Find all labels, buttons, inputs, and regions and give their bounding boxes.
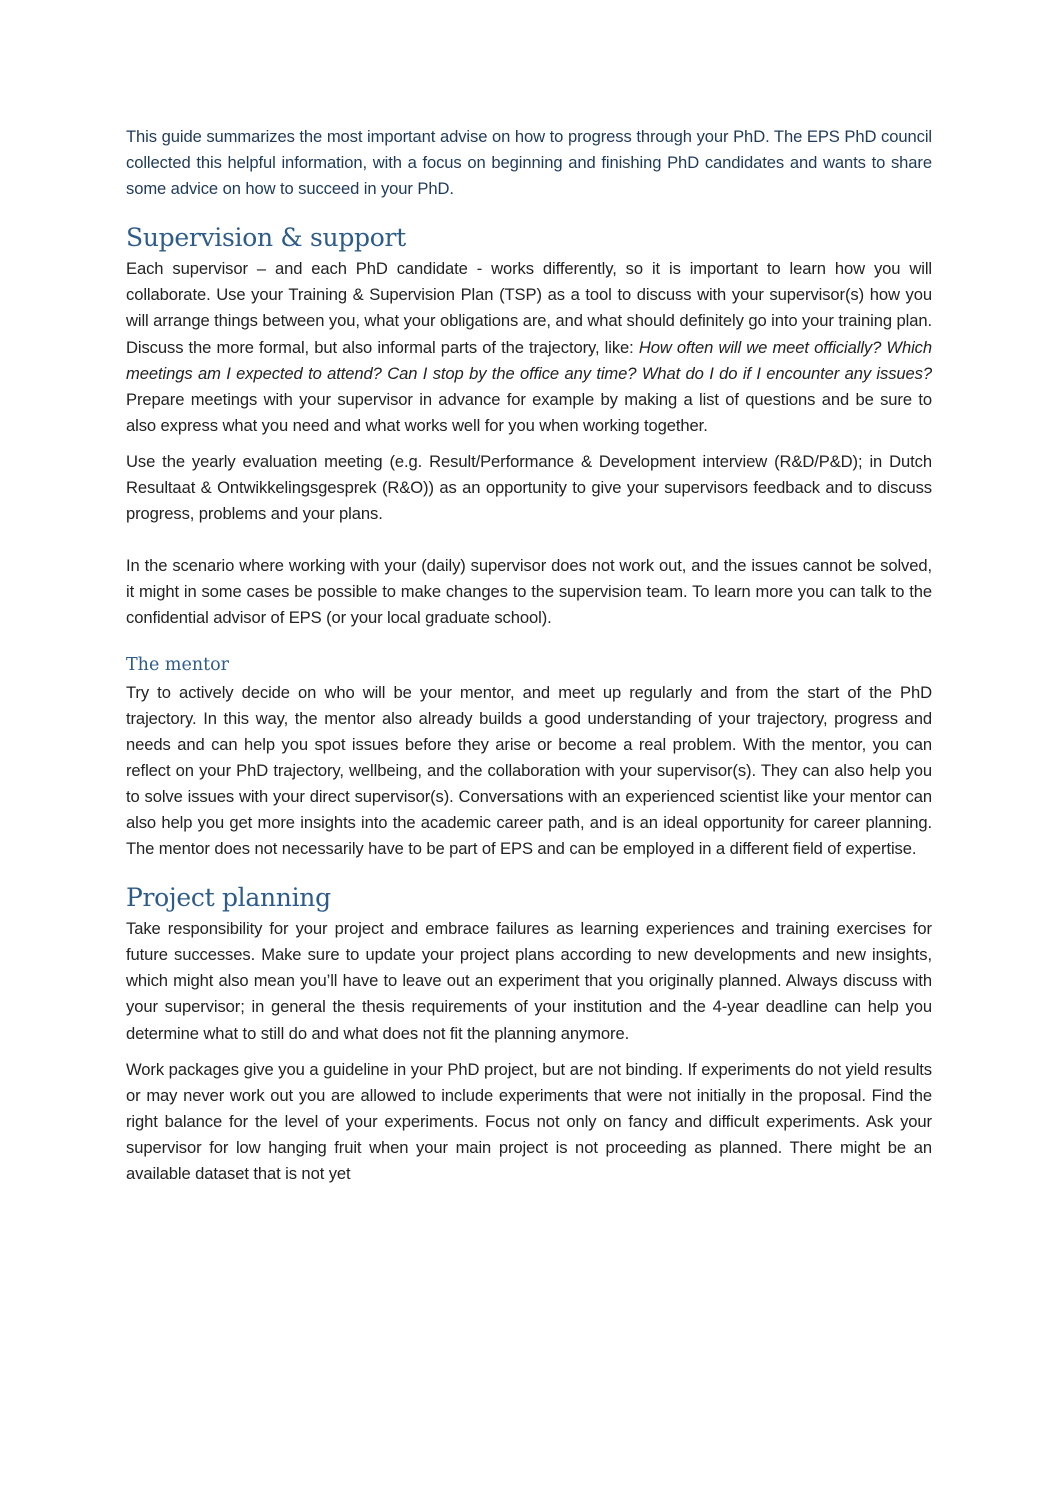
mentor-paragraph: Try to actively decide on who will be your mentor, and meet up regularly and from the start of the PhD trajectory. In this way, the mentor also already builds a good understanding of your trajectory, progress and needs and can help you spot issues before they arise or become a real problem. With the mentor, you can reflect on your PhD trajectory, wellbeing, and the collaboration with your supervisor(s). They can also help you to solve issues with your direct supervisor(s). Conversations with an experienced scientist like your mentor can also help you get more insights into the academic career path, and is an ideal opportunity for career planning. The mentor does not necessarily have to be part of EPS and can be employed in a different field of expertise.: [126, 682, 932, 859]
project-planning-heading: Project planning: [126, 883, 331, 913]
supervision-p1-text-b: Prepare meetings with your supervisor in advance for example by making a list of questions and be sure to also express what you need and what works well for you when working together.: [126, 389, 932, 435]
supervision-heading: Supervision & support: [126, 223, 406, 253]
supervision-p1-text-a: Each supervisor – and each PhD candidate - works differently, so it is important to learn how you will collaborate. Use your Training & Supervision Plan (TSP) as a tool to discuss with your supervisor(s) how you will arrange things between you, what your obligations are, and what should definitely go into your training plan. Discuss the more formal, but also informal parts of the trajectory, like:: [126, 259, 932, 357]
planning-paragraph-2: Work packages give you a guideline in your PhD project, but are not binding. If experiments do not yield results or may never work out you are allowed to include experiments that were not initially in the proposal. Find the right balance for the level of your experiments. Focus not only on fancy and difficult experiments. Ask your supervisor for low hanging fruit when your main project is not proceeding as planned. There might be an available dataset that is not yet: [126, 1059, 932, 1183]
supervision-paragraph-3: In the scenario where working with your (daily) supervisor does not work out, and the issues cannot be solved, it might in some cases be possible to make changes to the supervision team. To learn more you can talk to the confidential advisor of EPS (or your local graduate school).: [126, 556, 932, 628]
supervision-paragraph-1: [126, 256, 932, 439]
planning-paragraph-1: Take responsibility for your project and embrace failures as learning experiences and training exercises for future successes. Make sure to update your project plans according to new developments and new insights, which might also mean you’ll have to leave out an experiment that you originally planned. Always discuss with your supervisor; in general the thesis requirements of your institution and the 4-year deadline can help you determine what to still do and what does not fit the planning anymore.: [126, 919, 932, 1043]
intro-paragraph: This guide summarizes the most important advise on how to progress through your PhD. The EPS PhD council collected this helpful information, with a focus on beginning and finishing PhD candidates and wants to share some advice on how to succeed in your PhD.: [126, 127, 932, 199]
mentor-heading: The mentor: [126, 654, 230, 675]
supervision-p1-italic-questions: How often will we meet officially? Which meetings am I expected to attend? Can I stop by the office any time? What do I do if I encounter any issues?: [126, 337, 932, 383]
document-page: [126, 124, 932, 1187]
supervision-paragraph-2: Use the yearly evaluation meeting (e.g. Result/Performance & Development interview (R&D/P&D); in Dutch Resultaat & Ontwikkelingsgesprek (R&O)) as an opportunity to give your supervisors feedback and to discuss progress, problems and your plans.: [126, 451, 932, 524]
